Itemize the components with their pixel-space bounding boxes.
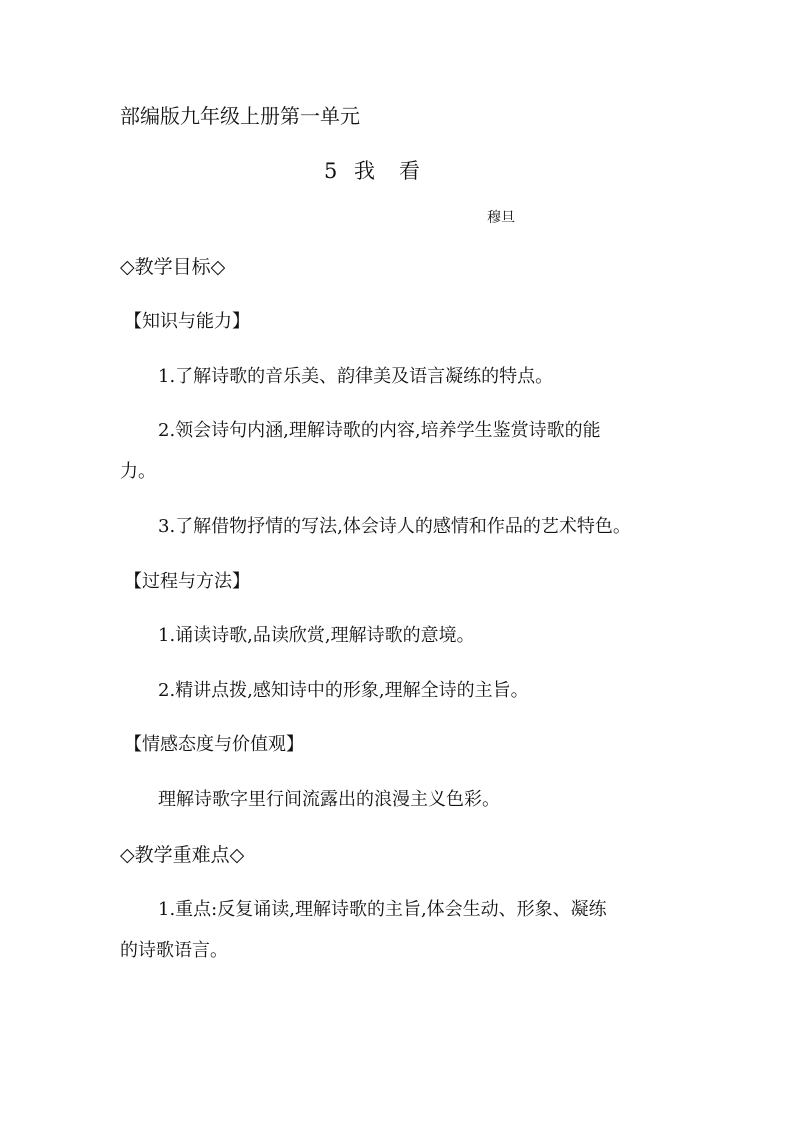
knowledge-item-2-line-1: 2.领会诗句内涵,理解诗歌的内容,培养学生鉴赏诗歌的能 bbox=[158, 420, 601, 441]
lesson-title bbox=[324, 159, 420, 183]
subsection-heading-process: 【过程与方法】 bbox=[124, 571, 250, 592]
process-item-2: 2.精讲点拨,感知诗中的形象,理解全诗的主旨。 bbox=[158, 680, 529, 701]
lesson-number: 5 bbox=[324, 159, 338, 183]
subsection-heading-emotion: 【情感态度与价值观】 bbox=[124, 734, 304, 755]
emotion-item-1: 理解诗歌字里行间流露出的浪漫主义色彩。 bbox=[158, 789, 500, 810]
subsection-heading-knowledge: 【知识与能力】 bbox=[124, 311, 250, 332]
title-char-2: 看 bbox=[399, 159, 420, 183]
title-char-1: 我 bbox=[354, 159, 375, 183]
keypoint-item-1-line-2: 的诗歌语言。 bbox=[120, 940, 228, 961]
document-header: 部编版九年级上册第一单元 bbox=[120, 104, 360, 128]
section-heading-goals: ◇教学目标◇ bbox=[120, 256, 226, 278]
knowledge-item-3: 3.了解借物抒情的写法,体会诗人的感情和作品的艺术特色。 bbox=[158, 516, 631, 537]
section-heading-keypoints: ◇教学重难点◇ bbox=[120, 844, 245, 866]
process-item-1: 1.诵读诗歌,品读欣赏,理解诗歌的意境。 bbox=[158, 625, 475, 646]
keypoint-item-1-line-1: 1.重点:反复诵读,理解诗歌的主旨,体会生动、形象、凝练 bbox=[158, 899, 607, 920]
knowledge-item-2-line-2: 力。 bbox=[120, 461, 156, 482]
author-name: 穆旦 bbox=[487, 210, 515, 226]
knowledge-item-1: 1.了解诗歌的音乐美、韵律美及语言凝练的特点。 bbox=[158, 366, 554, 387]
